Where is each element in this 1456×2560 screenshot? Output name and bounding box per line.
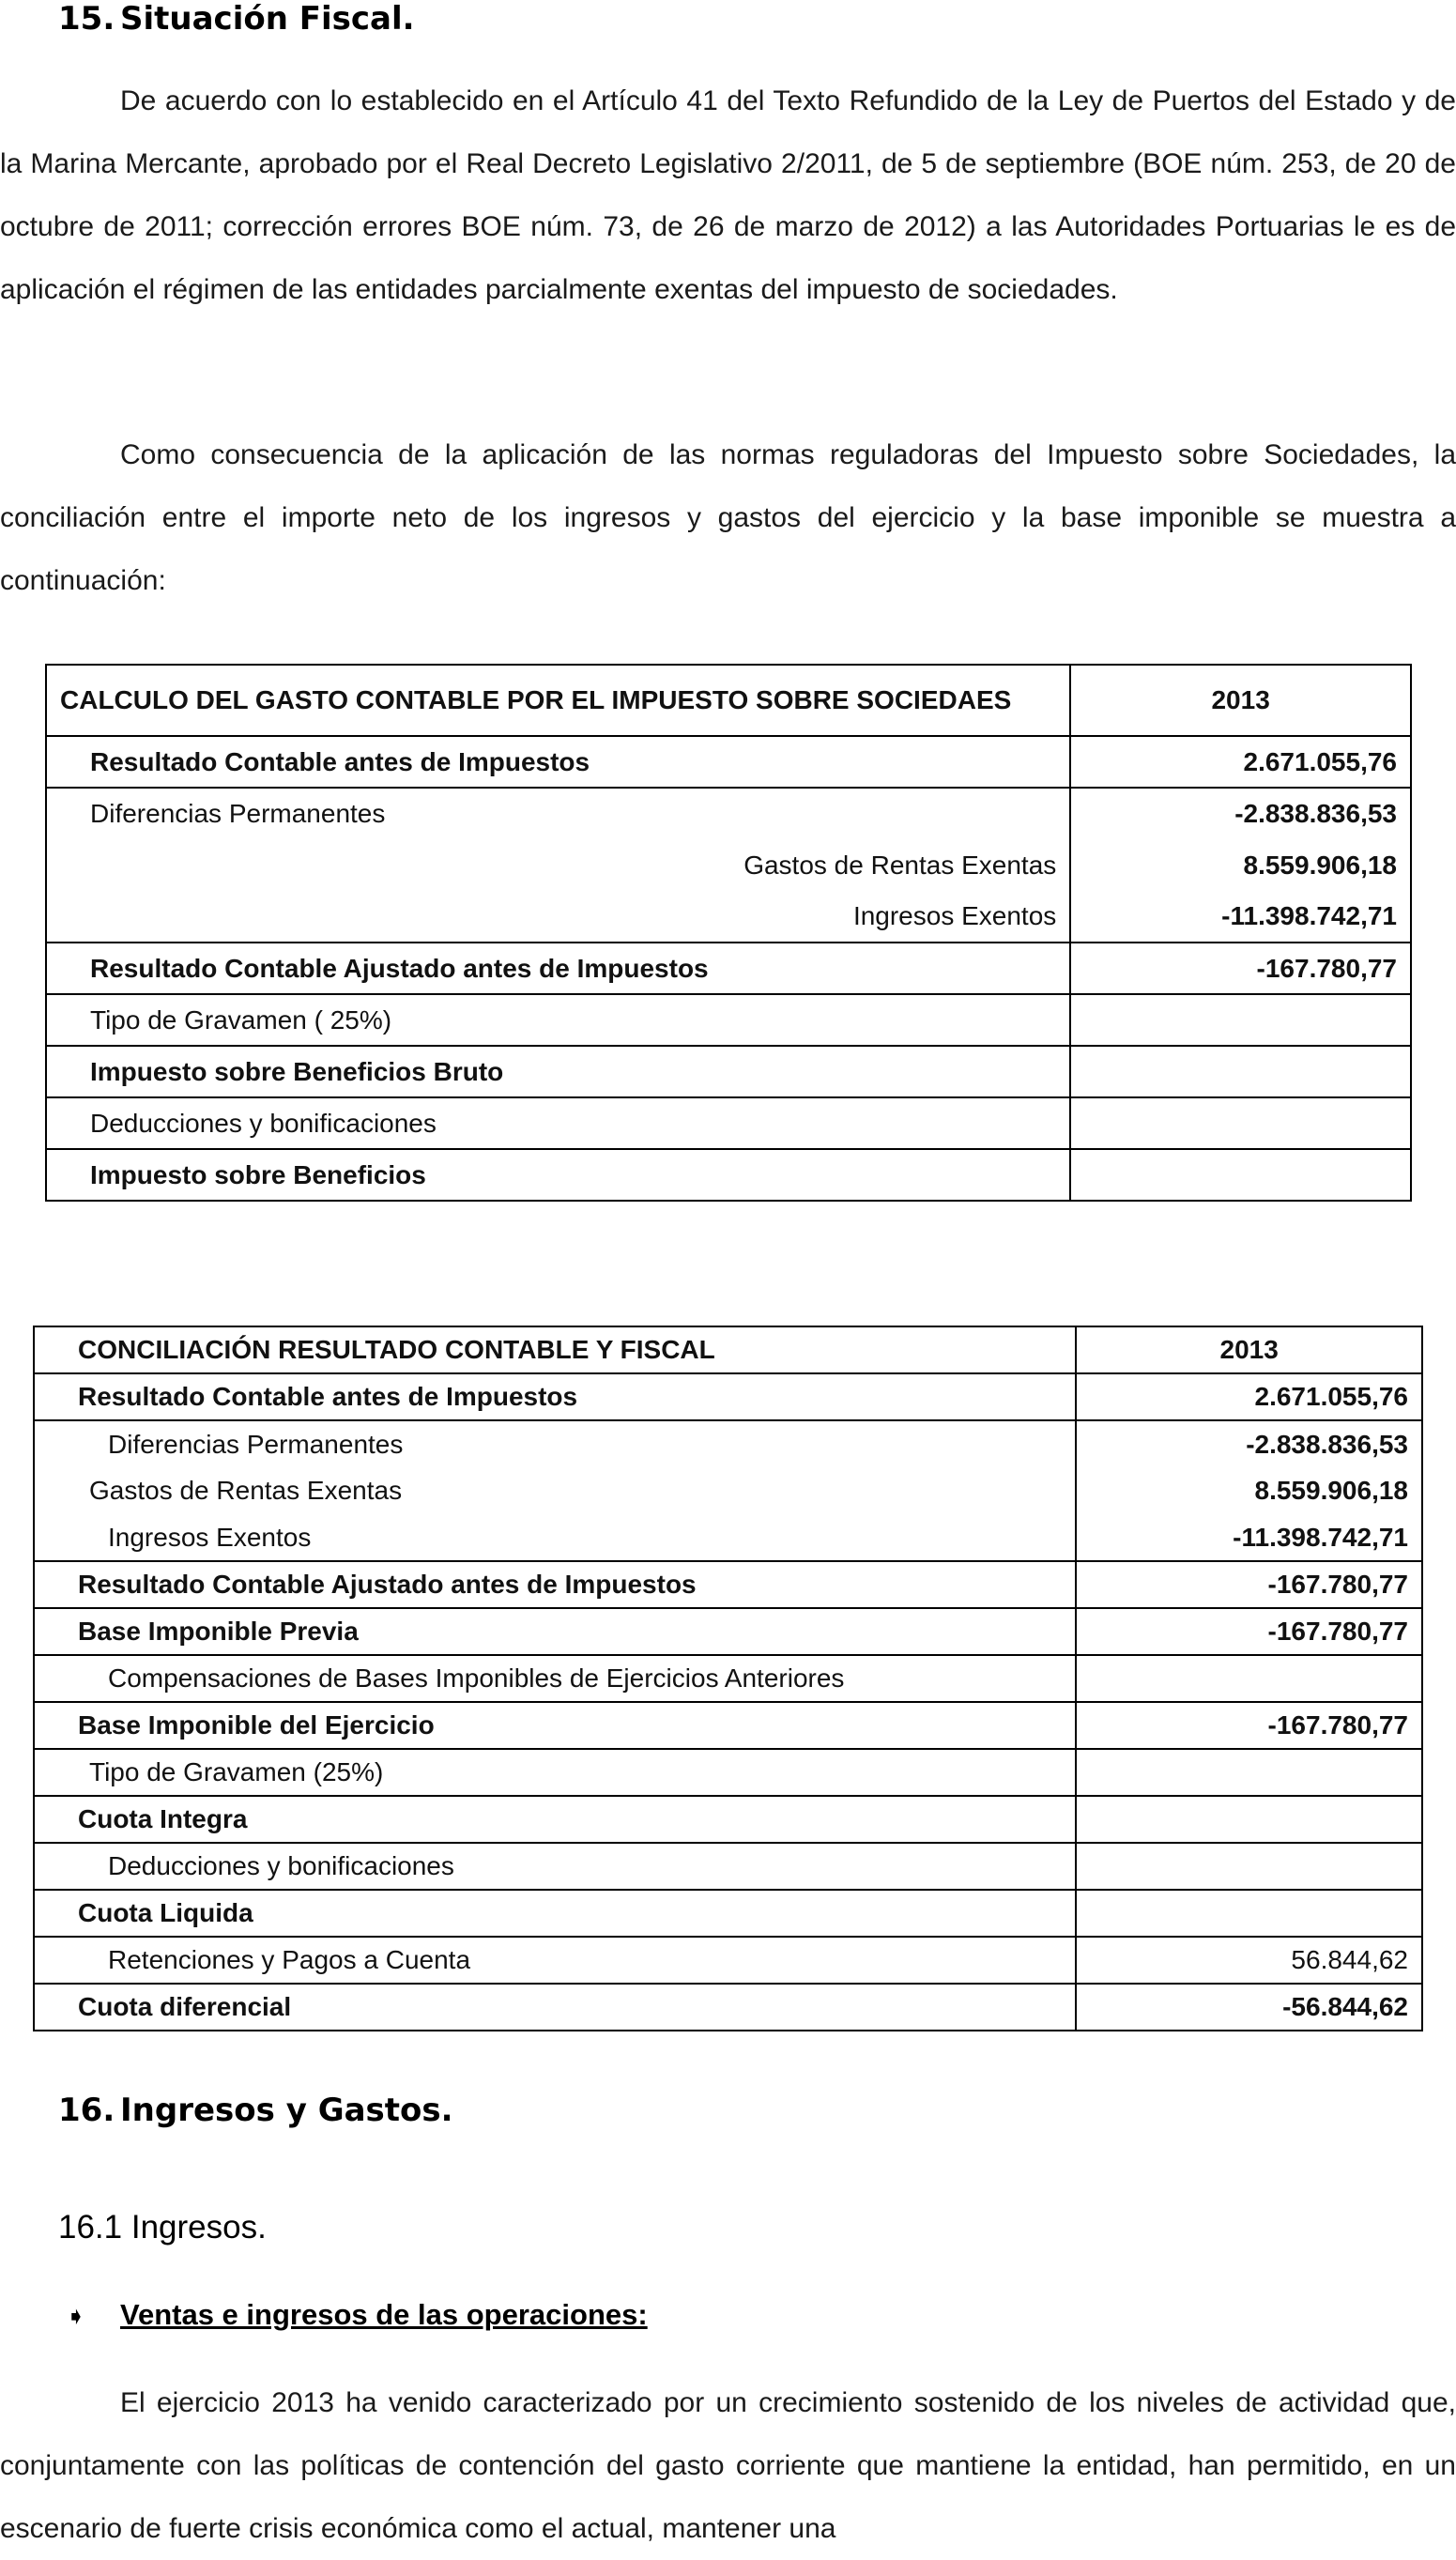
table-row: Diferencias Permanentes -2.838.836,53 (34, 1420, 1422, 1467)
table-row: Gastos de Rentas Exentas 8.559.906,18 (46, 839, 1411, 891)
table-row: Ingresos Exentos -11.398.742,71 (34, 1514, 1422, 1561)
table-header-row (34, 1326, 1422, 1373)
table-row: Deducciones y bonificaciones (46, 1097, 1411, 1149)
arrow-bullet-icon: ➧ (66, 2302, 86, 2330)
table-row: Resultado Contable Ajustado antes de Impuestos -167.780,77 (34, 1561, 1422, 1608)
table-row: Impuesto sobre Beneficios (46, 1149, 1411, 1201)
table-row: Base Imponible del Ejercicio -167.780,77 (34, 1702, 1422, 1749)
table-row: Compensaciones de Bases Imponibles de Ejercicios Anteriores (34, 1655, 1422, 1702)
section-16-number: 16. (58, 2092, 115, 2129)
table-row: Gastos de Rentas Exentas 8.559.906,18 (34, 1467, 1422, 1514)
table-row: Deducciones y bonificaciones (34, 1843, 1422, 1890)
table-row: Cuota Integra (34, 1796, 1422, 1843)
table-header-label: CONCILIACIÓN RESULTADO CONTABLE Y FISCAL (34, 1326, 1076, 1373)
bullet-heading-text: Ventas e ingresos de las operaciones: (120, 2298, 648, 2331)
section-15-heading (58, 0, 415, 38)
tax-expense-table (45, 664, 1412, 1202)
table-row: Base Imponible Previa -167.780,77 (34, 1608, 1422, 1655)
section-15-title: Situación Fiscal. (120, 0, 415, 38)
section-15-number: 15. (58, 0, 115, 38)
fiscal-reconciliation-table (33, 1326, 1423, 2031)
section-15-paragraph-2: Como consecuencia de la aplicación de las normas reguladoras del Impuesto sobre Sociedades, la conciliación entre el importe neto de los ingresos y gastos del ejercicio y la base imponible se muestra a continuación: (0, 439, 1456, 596)
table-row: Resultado Contable Ajustado antes de Impuestos -167.780,77 (46, 943, 1411, 994)
bullet-heading (66, 2298, 648, 2332)
table-header-row (46, 665, 1411, 736)
table-row: Ingresos Exentos -11.398.742,71 (46, 891, 1411, 943)
table-row: Resultado Contable antes de Impuestos 2.671.055,76 (46, 736, 1411, 788)
table-row: Tipo de Gravamen (25%) (34, 1749, 1422, 1796)
table-row: Tipo de Gravamen ( 25%) (46, 994, 1411, 1046)
section-16-paragraph-1: El ejercicio 2013 ha venido caracterizado por un crecimiento sostenido de los niveles de actividad que, conjuntamente con las políticas de contención del gasto corriente que mantiene la entidad, han permitido, en un escenario de fuerte crisis económica como el actual, mantener una (0, 2387, 1456, 2544)
table-header-year: 2013 (1070, 665, 1411, 736)
table-row: Retenciones y Pagos a Cuenta 56.844,62 (34, 1937, 1422, 1984)
table-row: Impuesto sobre Beneficios Bruto (46, 1046, 1411, 1097)
subsection-16-1-heading: 16.1 Ingresos. (58, 2209, 267, 2246)
table-row: Cuota diferencial -56.844,62 (34, 1984, 1422, 2031)
table-header-label: CALCULO DEL GASTO CONTABLE POR EL IMPUESTO SOBRE SOCIEDAES (46, 665, 1070, 736)
section-15-paragraph-1: De acuerdo con lo establecido en el Artículo 41 del Texto Refundido de la Ley de Puertos del Estado y de la Marina Mercante, aprobado por el Real Decreto Legislativo 2/2011, de 5 de septiembre (BOE núm. 253, de 20 de octubre de 2011; corrección errores BOE núm. 73, de 26 de marzo de 2012) a las Autoridades Portuarias le es de aplicación el régimen de las entidades parcialmente exentas del impuesto de sociedades. (0, 85, 1456, 305)
section-16-heading (58, 2092, 453, 2129)
table-row: Diferencias Permanentes -2.838.836,53 (46, 788, 1411, 839)
section-16-title: Ingresos y Gastos. (120, 2092, 453, 2129)
table-row: Cuota Liquida (34, 1890, 1422, 1937)
table-header-year: 2013 (1076, 1326, 1422, 1373)
table-row: Resultado Contable antes de Impuestos 2.671.055,76 (34, 1373, 1422, 1420)
